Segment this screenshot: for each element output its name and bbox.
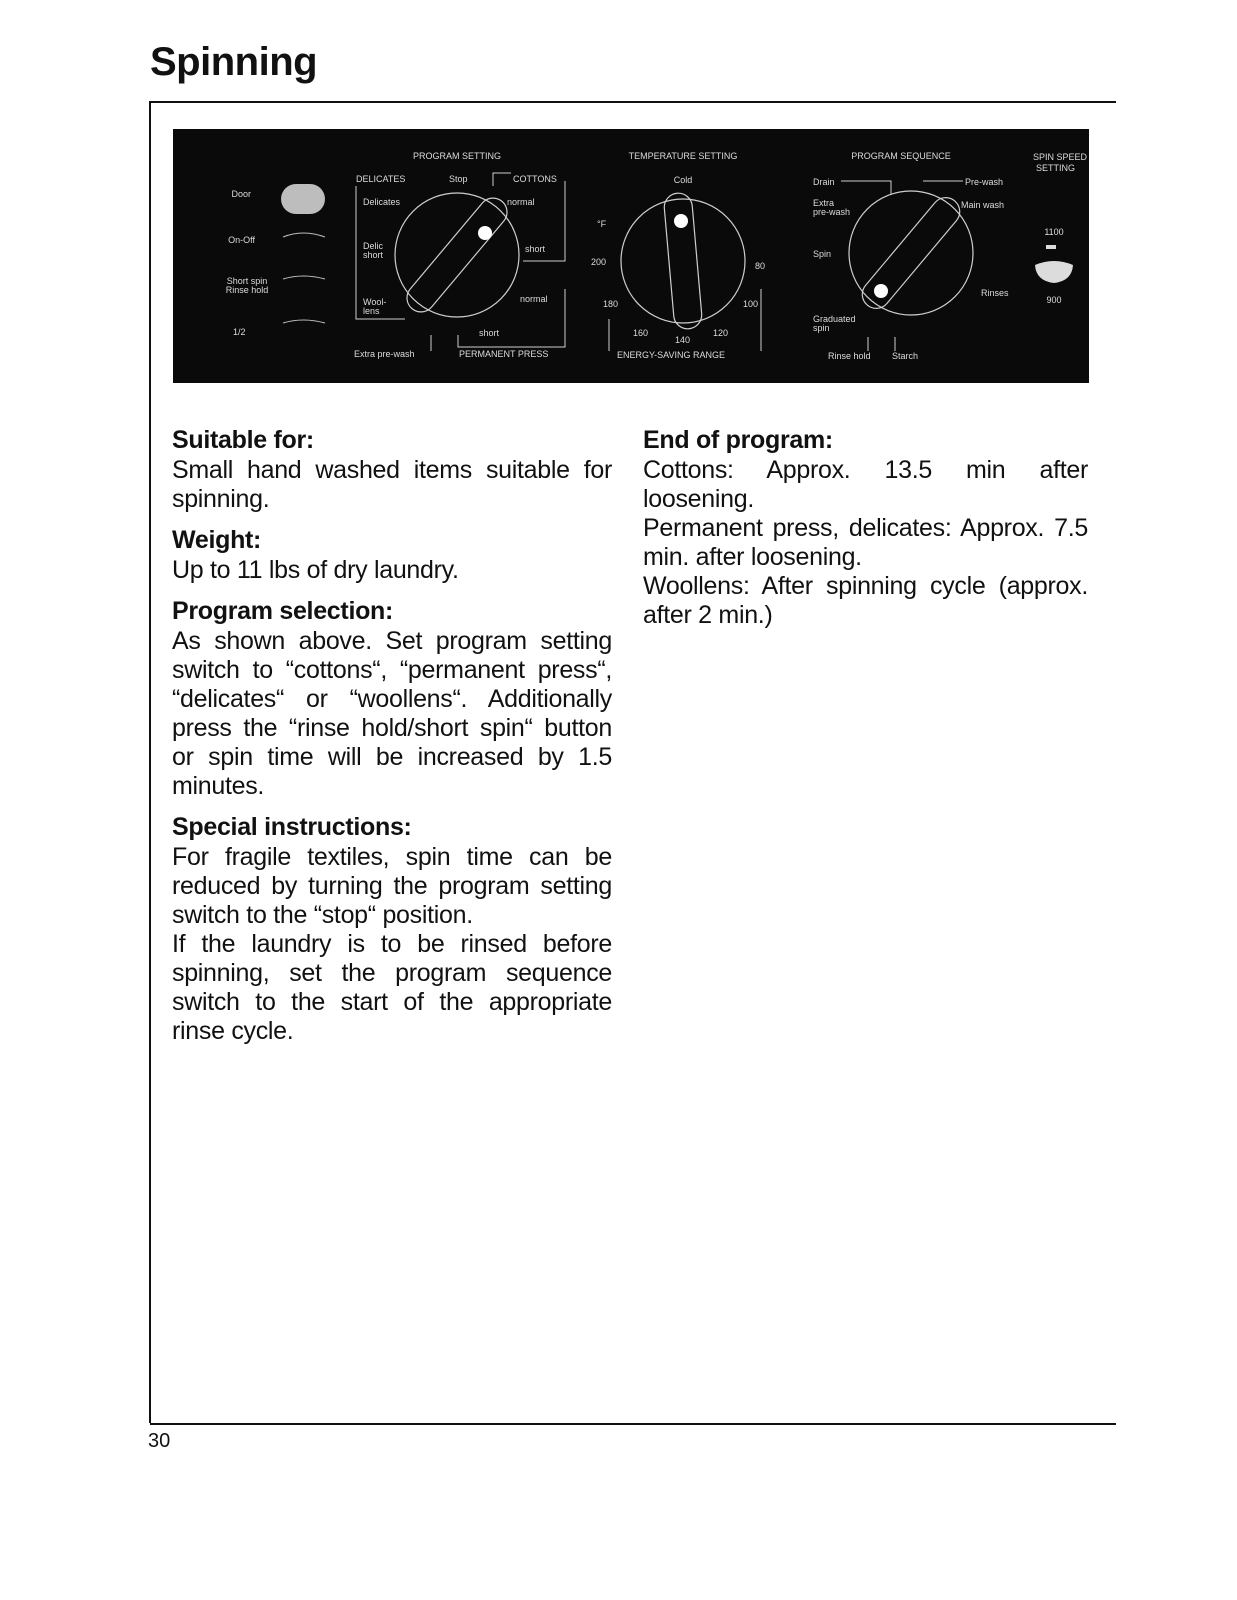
end-of-program-permanent-press: Permanent press, delicates: Approx. 7.5 min. after loosening.	[643, 514, 1088, 571]
end-of-program-heading: End of program:	[643, 426, 833, 454]
cottons-header: COTTONS	[513, 174, 557, 184]
stop-label: Stop	[449, 174, 468, 184]
permanent-press-label: PERMANENT PRESS	[459, 349, 549, 359]
prewash-label: Pre-wash	[965, 177, 1004, 187]
weight-heading: Weight:	[172, 526, 262, 554]
special-instructions-text-2: If the laundry is to be rinsed before spinning, set the program sequence switch to the start of the appropriate rinse cycle.	[172, 930, 612, 1045]
page-title: Spinning	[150, 40, 318, 84]
rinse-hold-label: Rinse hold	[225, 285, 269, 295]
delic-short-label-2: short	[363, 250, 384, 260]
short-right-label: short	[525, 244, 546, 254]
page-number: 30	[148, 1430, 171, 1452]
program-sequence-dial[interactable]	[849, 191, 973, 315]
spin-label: Spin	[813, 249, 832, 259]
half-load-label: 1/2	[233, 327, 246, 337]
program-setting-dial[interactable]	[395, 193, 519, 317]
program-selection-text: As shown above. Set program setting switch to “cottons“, “permanent press“, “delicates“ or “woollens“. Additionally press the “rinse hold/short spin“ button or spin time will be increased by 1.5 minutes.	[172, 627, 612, 800]
woollens-label-1: Wool-	[363, 297, 387, 307]
delic-short-label-1: Delic	[363, 241, 384, 251]
energy-saving-label: ENERGY-SAVING RANGE	[617, 350, 726, 360]
special-instructions-heading: Special instructions:	[172, 813, 412, 841]
special-instructions-text-1: For fragile textiles, spin time can be reduced by turning the program setting switch to the “stop“ position.	[172, 843, 612, 929]
delicates-header: DELICATES	[356, 174, 406, 184]
program-setting-header: PROGRAM SETTING	[412, 151, 502, 161]
temperature-pointer	[674, 214, 688, 228]
on-off-button[interactable]	[283, 233, 325, 237]
spin-speed-header-1: SPIN SPEED	[1032, 152, 1087, 162]
temp-80-label: 80	[755, 261, 766, 271]
graduated-spin-label-1: Graduated	[813, 314, 856, 324]
weight-text: Up to 11 lbs of dry laundry.	[172, 556, 459, 584]
frame-top-rule	[150, 101, 1116, 103]
rinses-label: Rinses	[981, 288, 1009, 298]
suitable-for-text: Small hand washed items suitable for spinning.	[172, 456, 612, 513]
program-sequence-header: PROGRAM SEQUENCE	[851, 151, 951, 161]
control-panel-drawing	[173, 129, 1089, 383]
left-column	[172, 424, 612, 1056]
temp-140-label: 140	[675, 335, 691, 345]
normal-top-label: normal	[507, 197, 535, 207]
main-wash-label: Main wash	[961, 200, 1005, 210]
temp-180-label: 180	[603, 299, 619, 309]
cold-label: Cold	[673, 175, 693, 185]
spin-speed-header-2: SETTING	[1035, 163, 1075, 173]
spin-speed-marker	[1046, 245, 1056, 249]
door-label: Door	[231, 189, 251, 199]
program-selection-heading: Program selection:	[172, 597, 394, 625]
control-panel-illustration	[173, 129, 1089, 383]
temp-160-label: 160	[633, 328, 649, 338]
temperature-setting-header: TEMPERATURE SETTING	[628, 151, 738, 161]
rinse-hold-seq-label: Rinse hold	[828, 351, 871, 361]
door-button[interactable]	[281, 184, 325, 214]
woollens-label-2: lens	[363, 306, 380, 316]
half-load-button[interactable]	[283, 320, 325, 323]
on-off-label: On-Off	[228, 235, 255, 245]
temp-200-label: 200	[591, 257, 607, 267]
spin-1100-label: 1100	[1044, 227, 1064, 237]
drain-label: Drain	[813, 177, 835, 187]
extra-prewash-seq-label-2: pre-wash	[813, 207, 851, 217]
delicates-label: Delicates	[363, 197, 401, 207]
temp-100-label: 100	[743, 299, 759, 309]
short-bottom-label: short	[479, 328, 500, 338]
extra-prewash-label: Extra pre-wash	[354, 349, 415, 359]
short-spin-label: Short spin	[226, 276, 268, 286]
fahrenheit-label: °F	[597, 219, 607, 229]
normal-bottom-label: normal	[520, 294, 548, 304]
spin-900-label: 900	[1046, 295, 1062, 305]
frame-left-rule	[149, 101, 151, 1423]
short-spin-button[interactable]	[283, 276, 325, 279]
right-column	[643, 424, 1088, 630]
frame-bottom-rule	[150, 1423, 1116, 1425]
starch-label: Starch	[892, 351, 919, 361]
extra-prewash-seq-label-1: Extra	[813, 198, 835, 208]
temp-120-label: 120	[713, 328, 729, 338]
end-of-program-woollens: Woollens: After spinning cycle (approx. after 2 min.)	[643, 572, 1088, 629]
end-of-program-cottons: Cottons: Approx. 13.5 min after loosening.	[643, 456, 1088, 513]
suitable-for-heading: Suitable for:	[172, 426, 314, 454]
spin-speed-button[interactable]	[1035, 261, 1073, 283]
program-sequence-pointer	[874, 284, 888, 298]
program-setting-pointer	[478, 226, 492, 240]
graduated-spin-label-2: spin	[813, 323, 830, 333]
